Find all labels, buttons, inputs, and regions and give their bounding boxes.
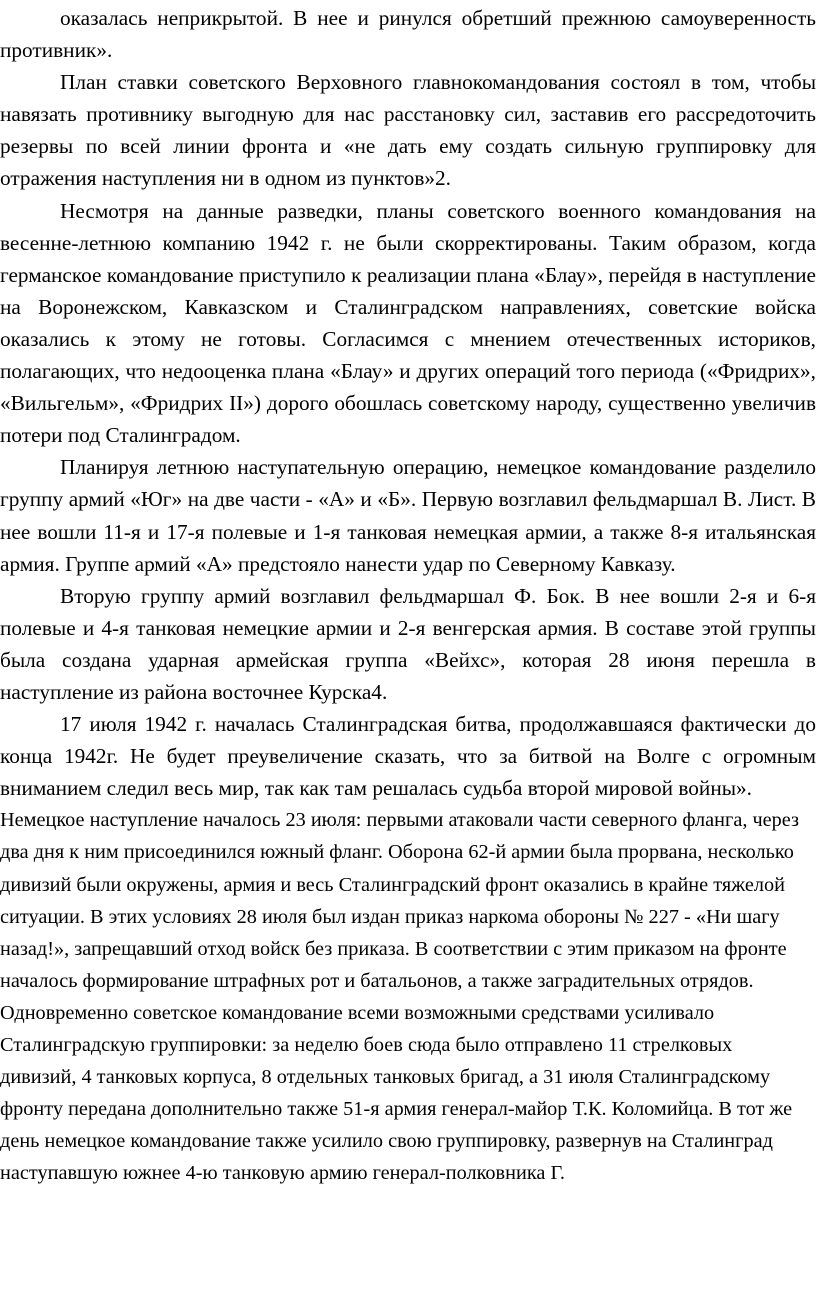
paragraph-5: Вторую группу армий возглавил фельдмаршал Ф. Бок. В нее вошли 2-я и 6-я полевые и 4-я танковая немецкие армии и 2-я венгерская армия. В составе этой группы была создана ударная армейская группа «Вейхс», которая 28 июня перешла в наступление из района восточнее Курска4.	[0, 583, 816, 704]
paragraph-4: Планируя летнюю наступательную операцию, немецкое командование разделило группу армий «Юг» на две части - «А» и «Б». Первую возглавил фельдмаршал В. Лист. В нее вошли 11-я и 17-я полевые и 1-я танковая немецкая армии, а также 8-я итальянская армия. Группе армий «А» предстояло нанести удар по Северному Кавказу.	[0, 455, 816, 576]
paragraph-7: Немецкое наступление началось 23 июля: первыми атаковали части северного фланга, через два дня к ним присоединился южный фланг. Оборона 62-й армии была прорвана, несколько дивизий были окружены, армия и весь Сталинградский фронт оказались в крайне тяжелой ситуации. В этих условиях 28 июля был издан приказ наркома обороны № 227 - «Ни шагу назад!», запрещавший отход войск без приказа. В соответствии с этим приказом на фронте началось формирование штрафных рот и батальонов, а также заградительных отрядов. Одновременно советское командование всеми возможными средствами усиливало Сталинградскую группировки: за неделю боев сюда было отправлено 11 стрелковых дивизий, 4 танковых корпуса, 8 отдельных танковых бригад, а 31 июля Сталинградскому фронту передана дополнительно также 51-я армия генерал-майор Т.К. Коломийца. В тот же день немецкое командование также усилило свою группировку, развернув на Сталинград наступавшую южнее 4-ю танковую армию генерал-полковника Г.	[0, 809, 800, 1185]
paragraph-6: 17 июля 1942 г. началась Сталинградская битва, продолжавшаяся фактически до конца 1942г. Не будет преувеличение сказать, что за битвой на Волге с огромным вниманием следил весь мир, так как там решалась судьба второй мировой войны».	[0, 712, 816, 801]
paragraph-3: Несмотря на данные разведки, планы советского военного командования на весенне-летнюю компанию 1942 г. не были скорректированы. Таким образом, когда германское командование приступило к реализации плана «Блау», перейдя в наступление на Воронежском, Кавказском и Сталинградском направлениях, советские войска оказались к этому не готовы. Согласимся с мнением отечественных историков, полагающих, что недооценка плана «Блау» и других операций того периода («Фридрих», «Вильгельм», «Фридрих II») дорого обошлась советскому народу, существенно увеличив потери под Сталинградом.	[0, 198, 816, 448]
paragraph-2: План ставки советского Верховного главнокомандования состоял в том, чтобы навязать противнику выгодную для нас расстановку сил, заставив его рассредоточить резервы по всей линии фронта и «не дать ему создать сильную группировку для отражения наступления ни в одном из пунктов»2.	[0, 70, 816, 191]
paragraph-1: оказалась неприкрытой. В нее и ринулся обретший прежнюю самоуверенность противник».	[0, 6, 816, 63]
